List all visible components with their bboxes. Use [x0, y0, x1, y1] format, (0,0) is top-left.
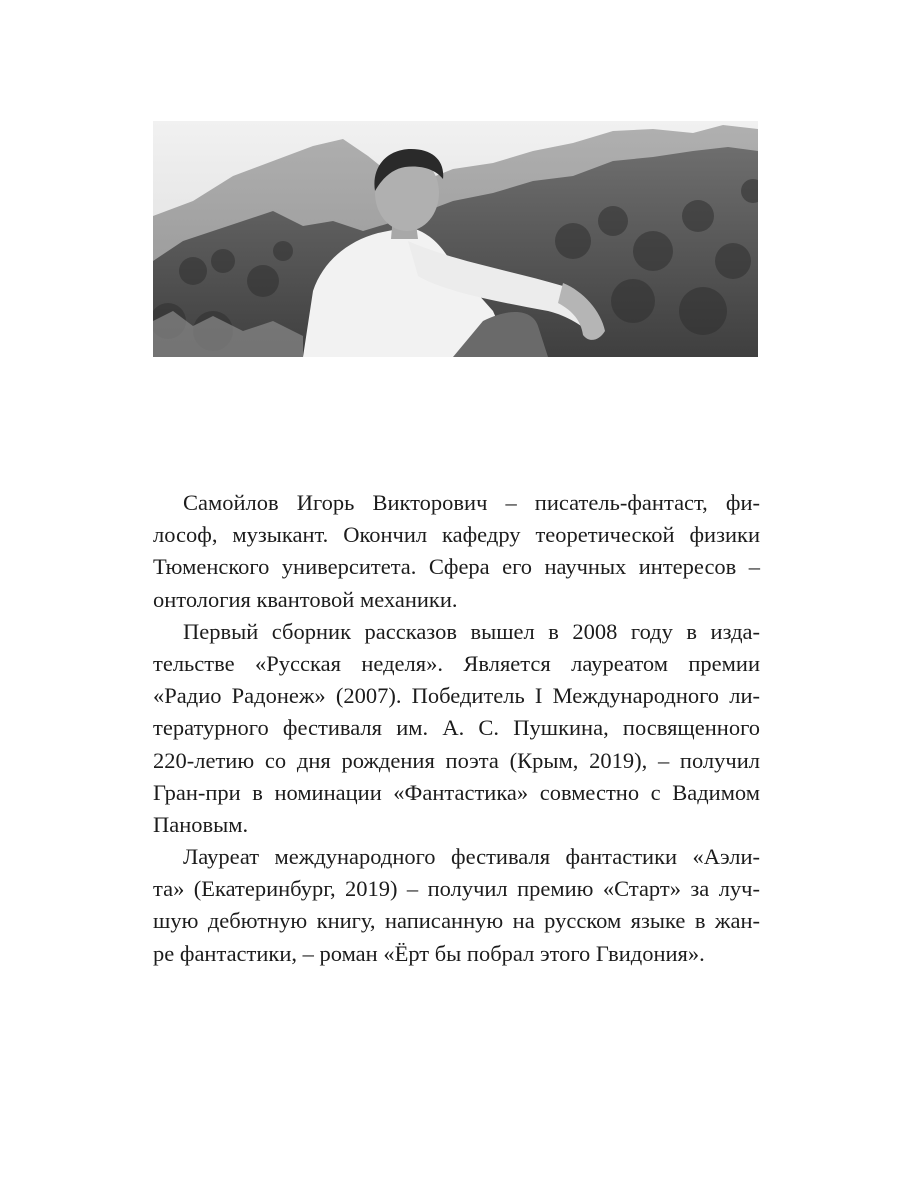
- bio-line: «Радио Радонеж» (2007). Победитель I Международного ли-: [153, 683, 760, 709]
- bio-line: лософ, музыкант. Окончил кафедру теоретической физики: [153, 522, 760, 548]
- bio-line: тературного фестиваля им. А. С. Пушкина, посвященного: [153, 715, 760, 741]
- bio-line: Первый сборник рассказов вышел в 2008 году в изда-: [183, 618, 760, 644]
- bio-line: онтология квантовой механики.: [153, 586, 458, 612]
- author-bio: [153, 487, 760, 970]
- author-photo: [153, 121, 758, 357]
- bio-line: та» (Екатеринбург, 2019) – получил премию «Старт» за луч-: [153, 876, 760, 902]
- bio-line: шую дебютную книгу, написанную на русском языке в жан-: [153, 908, 760, 934]
- bio-line: Гран-при в номинации «Фантастика» совместно с Вадимом: [153, 779, 760, 805]
- bio-line: Пановым.: [153, 811, 249, 837]
- bio-line: 220-летию со дня рождения поэта (Крым, 2019), – получил: [153, 747, 760, 773]
- bio-line: тельстве «Русская неделя». Является лауреатом премии: [153, 650, 760, 676]
- bio-line: Тюменского университета. Сфера его научных интересов –: [153, 554, 760, 580]
- bio-line: Самойлов Игорь Викторович – писатель-фантаст, фи-: [183, 490, 760, 515]
- bio-line: Лауреат международного фестиваля фантастики «Аэли-: [183, 844, 760, 870]
- bio-line: ре фантастики, – роман «Ёрт бы побрал этого Гвидония».: [153, 940, 705, 966]
